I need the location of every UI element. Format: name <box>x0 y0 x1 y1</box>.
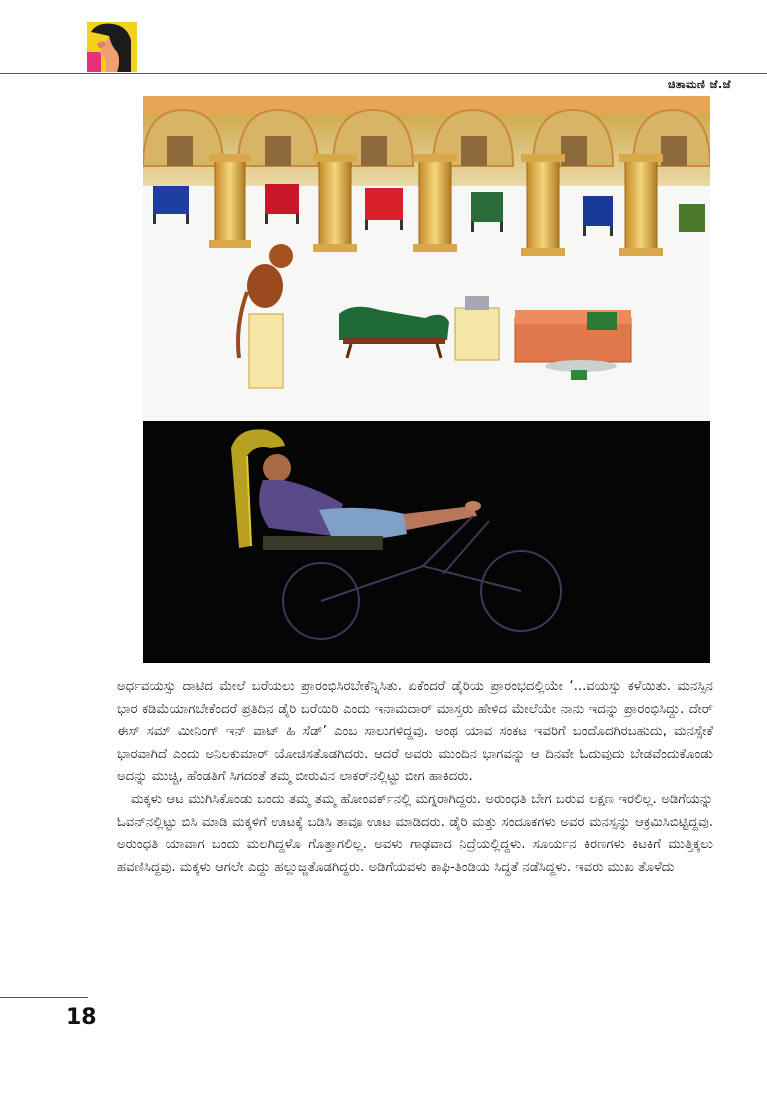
author-name: ಚಿತಾಮಣಿ ಜೆ.ಜೆ <box>667 78 731 91</box>
article-paragraph: ಅರ್ಧವಯಸ್ಸು ದಾಟಿದ ಮೇಲೆ ಬರೆಯಲು ಪ್ರಾರಂಭಿಸಿರಬೇಕೆನ್ನಿಸಿತು. ಏಕೆಂದರೆ ಡೈರಿಯ ಪ್ರಾರಂಭದಲ್ಲಿಯೇ ‘...ವಯಸ್ಸು ಕಳೆಯಿತು. ಮನಸ್ಸಿನ ಭಾರ ಕಡಿಮೆಯಾಗಬೇಕೆಂದರೆ ಪ್ರತಿದಿನ ಡೈರಿ ಬರೆಯಿರಿ ಎಂದು ಇನಾಮದಾರ್ ಮಾಸ್ತರು ಹೇಳಿದ ಮೇಲೆಯೇ ನಾನು ಇದನ್ನು ಪ್ರಾರಂಭಿಸಿದ್ದು. ದೇರ್ ಈಸ್ ಸಮ್ ಮೀನಿಂಗ್ ಇನ್ ವಾಟ್ ಹಿ ಸೆಡ್’ ಎಂಬ ಸಾಲುಗಳಿದ್ದವು. ಅಂಥ ಯಾವ ಸಂಕಟ ಇವರಿಗೆ ಬಂದೊದಗಿರಬಹುದು, ಮನಸ್ಸೇಕೆ ಭಾರವಾಗಿದೆ ಎಂದು ಅನಿಲಕುಮಾರ್ ಯೋಚಿಸತೊಡಗಿದರು. ಆದರೆ ಅವರು ಮುಂದಿನ ಭಾಗವನ್ನು ಆ ದಿನವೇ ಓದುವುದು ಬೇಡವೆಂದುಕೊಂಡು ಅದನ್ನು ಮುಚ್ಚಿ, ಹೆಂಡತಿಗೆ ಸಿಗದಂತೆ ತಮ್ಮ ಬೀರುವಿನ ಲಾಕರ್‌ನಲ್ಲಿಟ್ಟು ಬೀಗ ಹಾಕಿದರು. <box>117 679 713 785</box>
footer-rule <box>0 997 88 998</box>
woman-profile-logo-icon <box>87 22 137 72</box>
page-number: 18 <box>66 1005 97 1030</box>
article-body <box>117 676 713 879</box>
story-illustration <box>143 96 710 663</box>
header-rule <box>0 73 767 74</box>
article-paragraph: ಮಕ್ಕಳು ಆಟ ಮುಗಿಸಿಕೊಂಡು ಬಂದು ತಮ್ಮ ತಮ್ಮ ಹೋಂವರ್ಕ್‌ನಲ್ಲಿ ಮಗ್ನರಾಗಿದ್ದರು. ಅರುಂಧತಿ ಬೇಗ ಬರುವ ಲಕ್ಷಣ ಇರಲಿಲ್ಲ. ಅಡಿಗೆಯನ್ನು ಓವನ್‌ನಲ್ಲಿಟ್ಟು ಬಿಸಿ ಮಾಡಿ ಮಕ್ಕಳಿಗೆ ಊಟಕ್ಕೆ ಬಡಿಸಿ ತಾವೂ ಊಟ ಮಾಡಿದರು. ಡೈರಿ ಮತ್ತು ಸಂದೂಕಗಳು ಅವರ ಮನಸ್ಸನ್ನು ಆಕ್ರಮಿಸಿಬಿಟ್ಟಿದ್ದವು. ಅರುಂಧತಿ ಯಾವಾಗ ಬಂದು ಮಲಗಿದ್ದಳೊ ಗೊತ್ತಾಗಲಿಲ್ಲ. ಅವಳು ಗಾಢವಾದ ನಿದ್ರೆಯಲ್ಲಿದ್ದಳು. ಸೂರ್ಯನ ಕಿರಣಗಳು ಕಿಟಕಿಗೆ ಮುತ್ತಿಕ್ಕಲು ಹವಣಿಸಿದ್ದವು. ಮಕ್ಕಳು ಆಗಲೇ ಎದ್ದು ಹಲ್ಲುಜ್ಜತೊಡಗಿದ್ದರು. ಅಡಿಗೆಯವಳು ಕಾಫಿ-ತಿಂಡಿಯ ಸಿದ್ಧತೆ ನಡೆಸಿದ್ದಳು. ಇವರು ಮುಖ ತೊಳೆದು <box>117 791 713 875</box>
